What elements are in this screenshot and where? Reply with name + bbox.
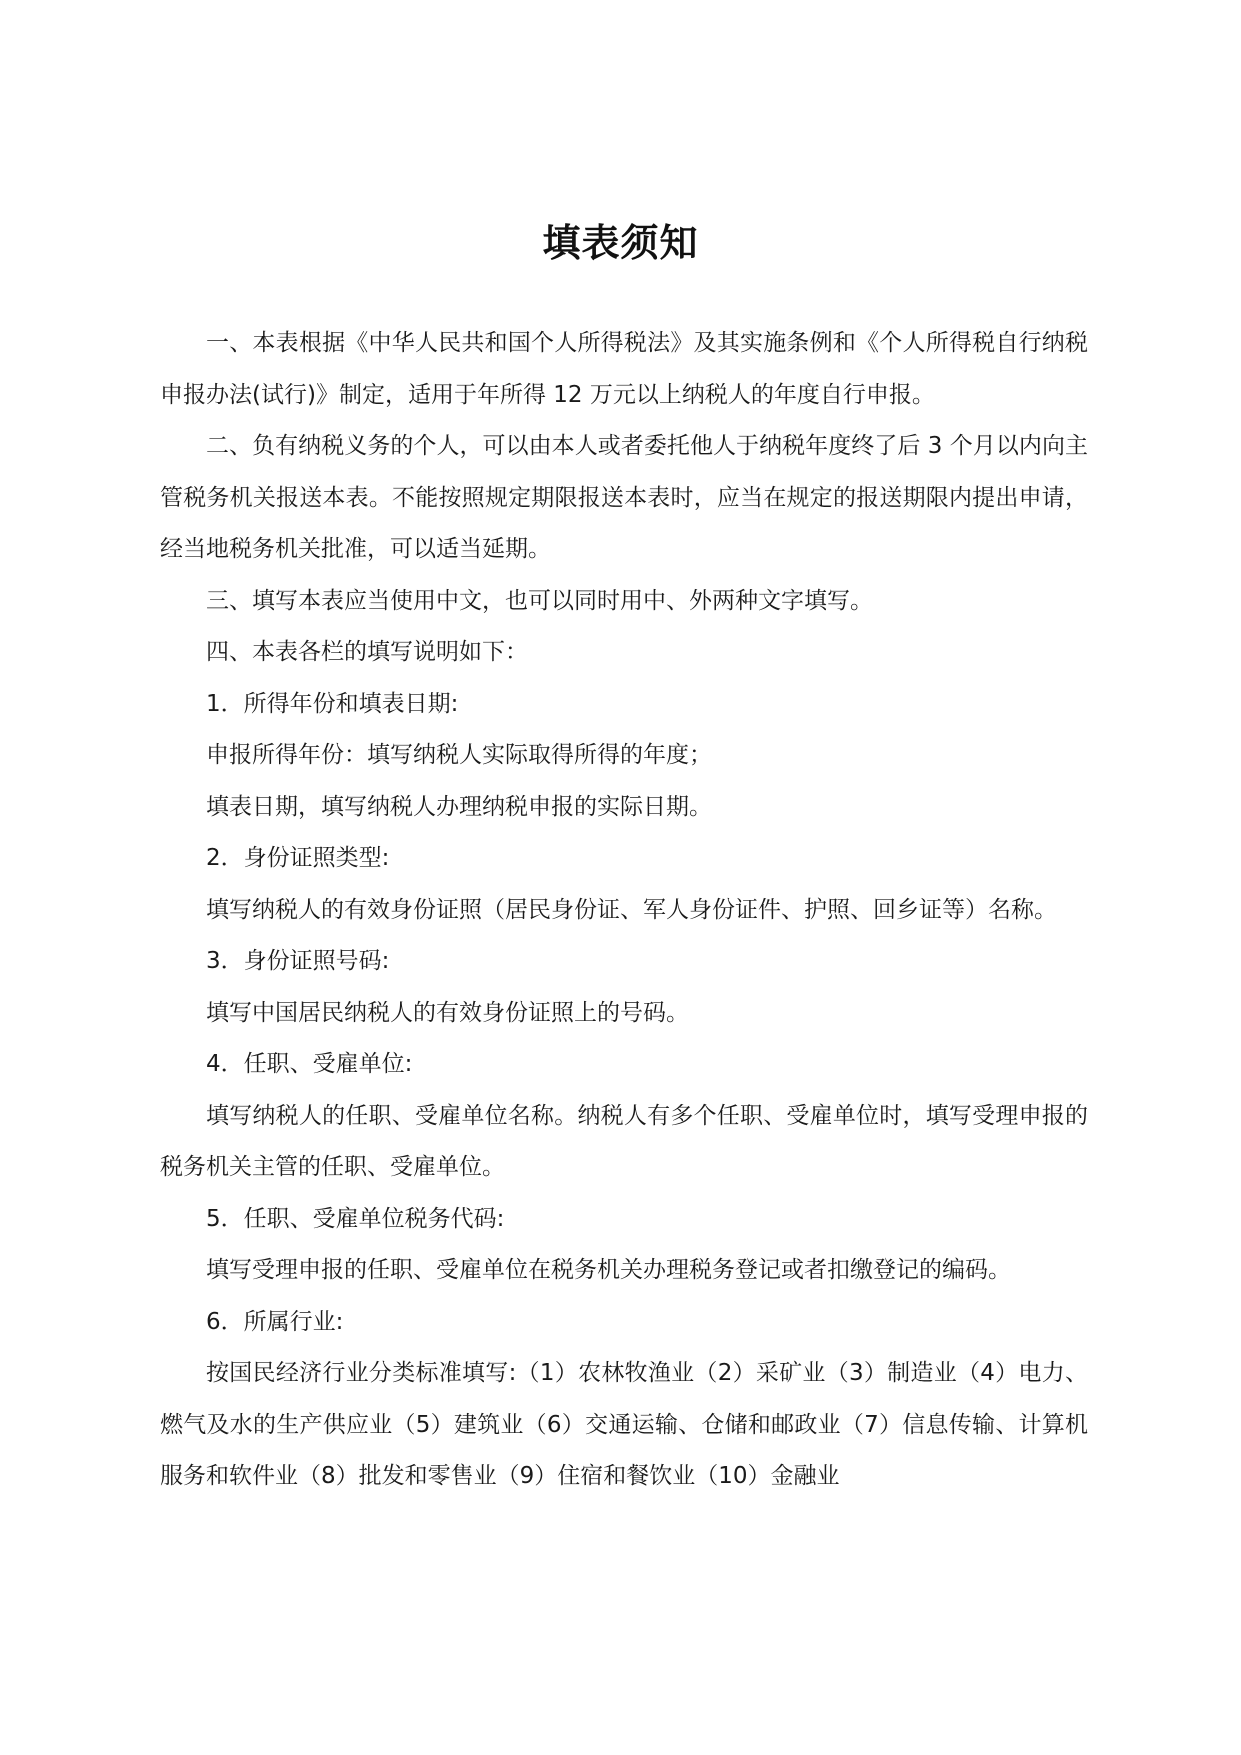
item-text-industry: 按国民经济行业分类标准填写:（1）农林牧渔业（2）采矿业（3）制造业（4）电力、燃气及水的生产供应业（5）建筑业（6）交通运输、仓储和邮政业（7）信息传输、计算机服务和软件业（8）批发和零售业（9）住宿和餐饮业（10）金融业 xyxy=(160,1360,1088,1489)
item-text-id-type: 填写纳税人的有效身份证照（居民身份证、军人身份证件、护照、回乡证等）名称。 xyxy=(206,896,1057,923)
item-text-fill-date: 填表日期，填写纳税人办理纳税申报的实际日期。 xyxy=(206,793,712,820)
item-text-employer: 填写纳税人的任职、受雇单位名称。纳税人有多个任职、受雇单位时，填写受理申报的税务机关主管的任职、受雇单位。 xyxy=(160,1102,1088,1180)
document-body xyxy=(160,318,1088,1503)
item-heading-employer: 4．任职、受雇单位: xyxy=(206,1051,413,1077)
paragraph-4: 四、本表各栏的填写说明如下： xyxy=(206,639,528,665)
item-heading-employer-tax-code: 5．任职、受雇单位税务代码: xyxy=(206,1205,505,1232)
page-title: 填表须知 xyxy=(542,220,699,265)
item-heading-id-number: 3．身份证照号码: xyxy=(206,948,390,974)
paragraph-2: 二、负有纳税义务的个人，可以由本人或者委托他人于纳税年度终了后 3 个月以内向主管税务机关报送本表。不能按照规定期限报送本表时，应当在规定的报送期限内提出申请，经当地税务机关批准，可以适当延期。 xyxy=(160,433,1088,562)
item-heading-id-type: 2．身份证照类型: xyxy=(206,845,390,871)
item-text-employer-tax-code: 填写受理申报的任职、受雇单位在税务机关办理税务登记或者扣缴登记的编码。 xyxy=(206,1257,1011,1283)
item-text-income-year: 申报所得年份：填写纳税人实际取得所得的年度； xyxy=(206,742,712,768)
item-text-id-number: 填写中国居民纳税人的有效身份证照上的号码。 xyxy=(206,999,689,1026)
paragraph-1: 一、本表根据《中华人民共和国个人所得税法》及其实施条例和《个人所得税自行纳税申报办法(试行)》制定，适用于年所得 12 万元以上纳税人的年度自行申报。 xyxy=(160,330,1088,408)
item-heading-industry: 6．所属行业: xyxy=(206,1308,344,1335)
paragraph-3: 三、填写本表应当使用中文，也可以同时用中、外两种文字填写。 xyxy=(206,587,873,614)
item-heading-income-year: 1．所得年份和填表日期: xyxy=(206,690,459,717)
